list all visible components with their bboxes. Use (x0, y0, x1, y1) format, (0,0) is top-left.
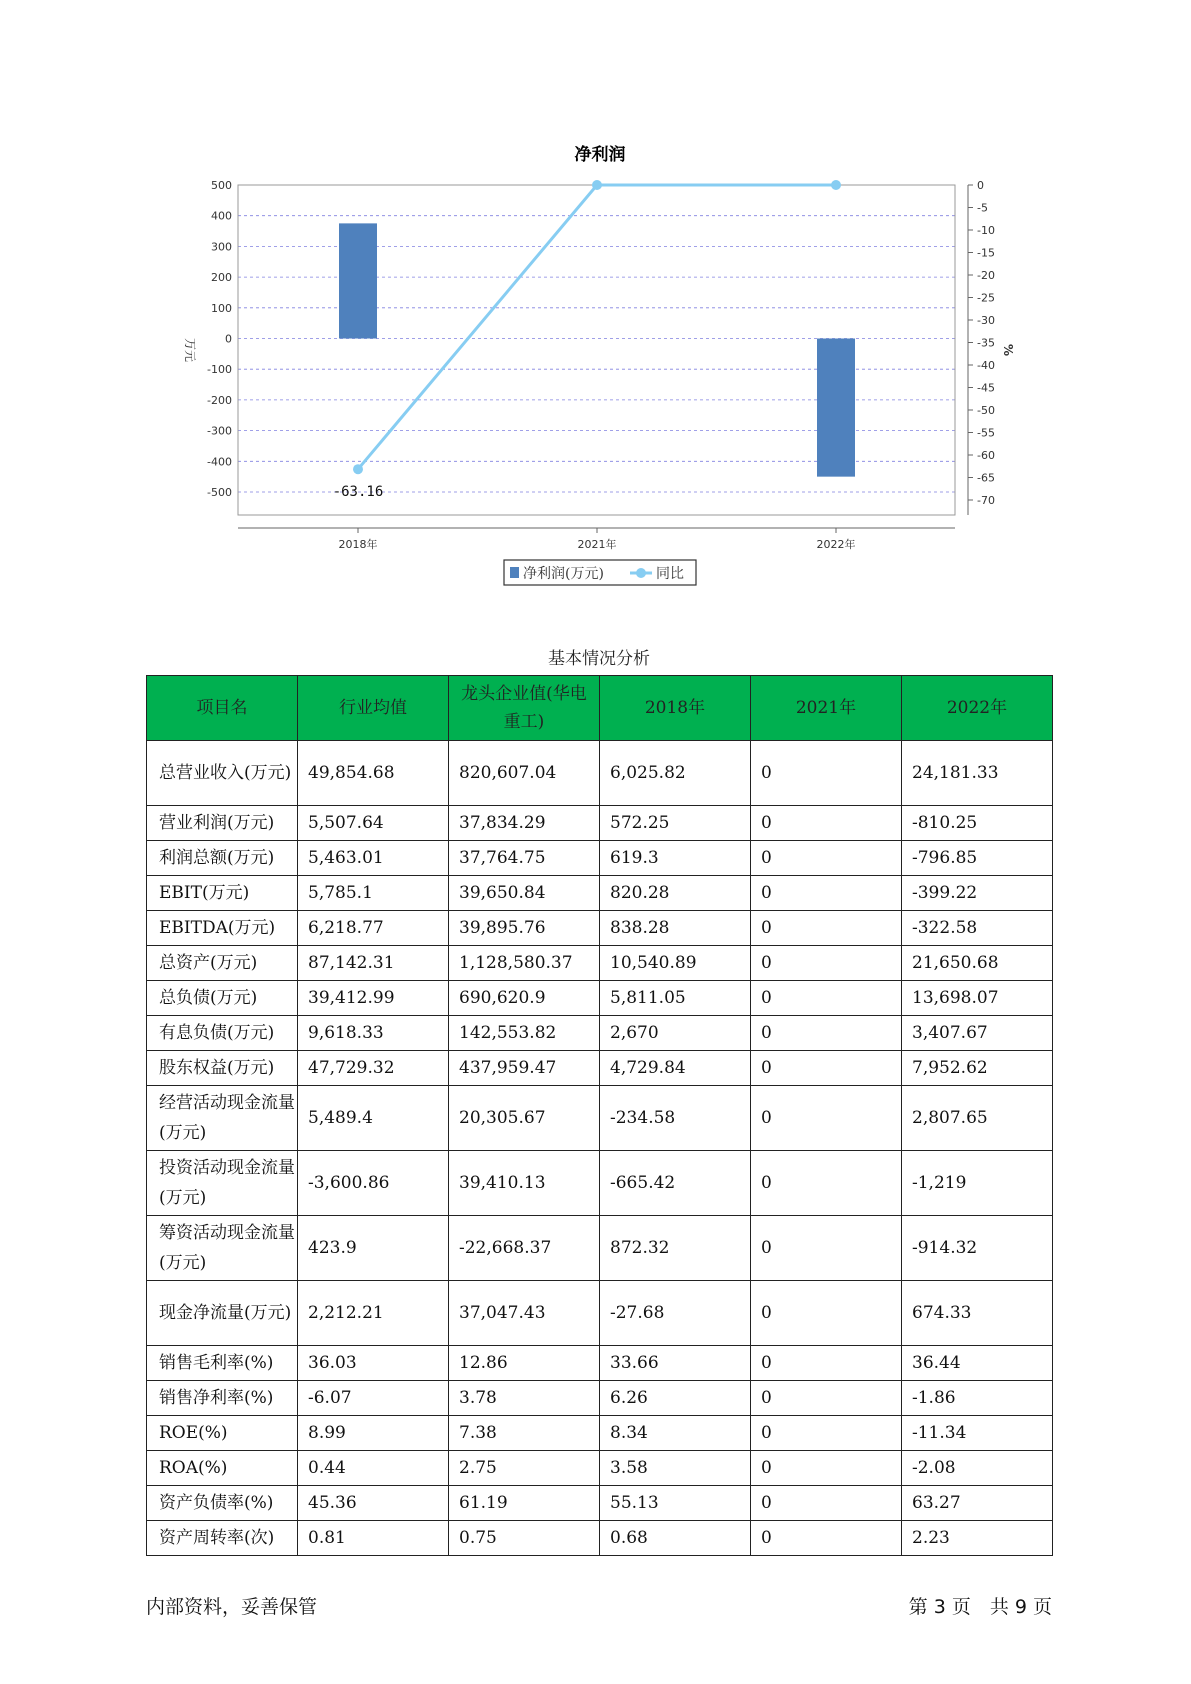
row-label-cell: 销售毛利率(%) (147, 1346, 298, 1381)
table-row (147, 1051, 1053, 1086)
table-cell: 437,959.47 (449, 1051, 600, 1086)
line-series (353, 180, 841, 474)
table-cell: 8.99 (298, 1416, 449, 1451)
table-row (147, 981, 1053, 1016)
yoy-line (358, 185, 836, 469)
table-cell: 24,181.33 (902, 741, 1053, 806)
table-cell: -6.07 (298, 1381, 449, 1416)
table-row (147, 1151, 1053, 1216)
table-cell: 0.68 (600, 1521, 751, 1556)
table-cell: 2.75 (449, 1451, 600, 1486)
row-label-cell: ROA(%) (147, 1451, 298, 1486)
y-tick-label: -400 (207, 455, 232, 469)
table-cell: -1,219 (902, 1151, 1053, 1216)
table-cell: 0 (751, 1486, 902, 1521)
row-label-cell: 资产周转率(次) (147, 1521, 298, 1556)
table-cell: -3,600.86 (298, 1151, 449, 1216)
row-label-cell: EBIT(万元) (147, 876, 298, 911)
header-cell: 2018年 (600, 676, 751, 741)
table-cell: 5,811.05 (600, 981, 751, 1016)
table-cell: -399.22 (902, 876, 1053, 911)
y2-tick-label: -20 (977, 269, 995, 282)
table-cell: 5,463.01 (298, 841, 449, 876)
table-cell: 0.75 (449, 1521, 600, 1556)
y-tick-label: 0 (225, 332, 232, 346)
legend (504, 560, 696, 585)
table-cell: 423.9 (298, 1216, 449, 1281)
table-cell: 6.26 (600, 1381, 751, 1416)
table-cell: 12.86 (449, 1346, 600, 1381)
table-row (147, 876, 1053, 911)
table-row (147, 1486, 1053, 1521)
row-label-cell: 总负债(万元) (147, 981, 298, 1016)
table-cell: 0 (751, 946, 902, 981)
table-cell: 61.19 (449, 1486, 600, 1521)
table-caption: 基本情况分析 (548, 649, 650, 669)
table-cell: 6,218.77 (298, 911, 449, 946)
y2-tick-label: -65 (977, 471, 995, 485)
table-cell: 10,540.89 (600, 946, 751, 981)
y-axis-ticks (207, 179, 232, 499)
table-cell: 13,698.07 (902, 981, 1053, 1016)
y2-tick-label: -10 (977, 224, 995, 237)
table-row (147, 1086, 1053, 1151)
table-cell: 0 (751, 806, 902, 841)
row-label-cell: ROE(%) (147, 1416, 298, 1451)
table-cell: 36.44 (902, 1346, 1053, 1381)
table-row (147, 1016, 1053, 1051)
y2-axis-label: % (1001, 343, 1015, 357)
table-cell: 5,507.64 (298, 806, 449, 841)
data-label: -63.16 (332, 484, 384, 501)
table-cell: 39,410.13 (449, 1151, 600, 1216)
table-cell: 820.28 (600, 876, 751, 911)
table-cell: 142,553.82 (449, 1016, 600, 1051)
y-tick-label: 400 (211, 209, 232, 223)
table-cell: 33.66 (600, 1346, 751, 1381)
y2-tick-label: -40 (977, 359, 995, 372)
table-cell: 0 (751, 1086, 902, 1151)
table-cell: -11.34 (902, 1416, 1053, 1451)
table-cell: 39,412.99 (298, 981, 449, 1016)
x-axis-ticks (339, 528, 856, 551)
table-cell: 39,895.76 (449, 911, 600, 946)
legend-bar-swatch (510, 567, 519, 578)
table-cell: 0.81 (298, 1521, 449, 1556)
table-cell: 820,607.04 (449, 741, 600, 806)
table-cell: 2,212.21 (298, 1281, 449, 1346)
table-row (147, 1216, 1053, 1281)
table-cell: -796.85 (902, 841, 1053, 876)
table-cell: 39,650.84 (449, 876, 600, 911)
y2-tick-label: -60 (977, 449, 995, 462)
y2-tick-label: -35 (977, 336, 995, 350)
table-cell: -234.58 (600, 1086, 751, 1151)
table-cell: 2.23 (902, 1521, 1053, 1556)
bar (817, 339, 855, 477)
line-point (592, 180, 602, 190)
y2-tick-label: -45 (977, 381, 995, 395)
table-row (147, 741, 1053, 806)
row-label-cell: 总资产(万元) (147, 946, 298, 981)
table-cell: 4,729.84 (600, 1051, 751, 1086)
row-label-cell: 利润总额(万元) (147, 841, 298, 876)
header-cell: 项目名 (147, 676, 298, 741)
table-cell: 0 (751, 1016, 902, 1051)
table-row (147, 1521, 1053, 1556)
table-cell: 3.58 (600, 1451, 751, 1486)
table-cell: 0 (751, 981, 902, 1016)
table-cell: 6,025.82 (600, 741, 751, 806)
row-label-cell: 投资活动现金流量(万元) (147, 1151, 298, 1216)
bar (339, 223, 377, 338)
y2-tick-label: -5 (977, 201, 988, 215)
table-cell: 2,670 (600, 1016, 751, 1051)
y-tick-label: -300 (207, 424, 232, 438)
table-row (147, 806, 1053, 841)
x-tick-label: 2018年 (338, 538, 378, 551)
header-cell: 2022年 (902, 676, 1053, 741)
row-label-cell: 营业利润(万元) (147, 806, 298, 841)
y2-tick-label: -25 (977, 291, 995, 305)
table-cell: 1,128,580.37 (449, 946, 600, 981)
table-cell: 0 (751, 1151, 902, 1216)
footer-page-number: 第 3 页 共 9 页 (908, 1596, 1052, 1618)
table-cell: 63.27 (902, 1486, 1053, 1521)
table-cell: 49,854.68 (298, 741, 449, 806)
table-cell: 5,785.1 (298, 876, 449, 911)
table-cell: 8.34 (600, 1416, 751, 1451)
basic-analysis-table (146, 675, 1053, 1556)
table-cell: 2,807.65 (902, 1086, 1053, 1151)
table-cell: -27.68 (600, 1281, 751, 1346)
table-cell: 838.28 (600, 911, 751, 946)
table-cell: 0 (751, 911, 902, 946)
table-row (147, 841, 1053, 876)
table-cell: 0 (751, 1416, 902, 1451)
y-tick-label: 500 (211, 179, 232, 192)
table-cell: 674.33 (902, 1281, 1053, 1346)
table-cell: 3.78 (449, 1381, 600, 1416)
data-labels (333, 484, 384, 500)
y-tick-label: 100 (211, 301, 232, 315)
table-cell: 37,764.75 (449, 841, 600, 876)
table-header (147, 676, 1053, 741)
legend-line-label: 同比 (656, 566, 684, 582)
table-cell: 7,952.62 (902, 1051, 1053, 1086)
table-row (147, 1416, 1053, 1451)
row-label-cell: 经营活动现金流量(万元) (147, 1086, 298, 1151)
row-label-cell: 股东权益(万元) (147, 1051, 298, 1086)
table-cell: 0 (751, 876, 902, 911)
table-cell: 21,650.68 (902, 946, 1053, 981)
line-point (831, 180, 841, 190)
table-cell: -2.08 (902, 1451, 1053, 1486)
y-tick-label: 300 (211, 240, 232, 254)
table-cell: 0 (751, 1381, 902, 1416)
table-cell: 572.25 (600, 806, 751, 841)
table-cell: 87,142.31 (298, 946, 449, 981)
y2-tick-label: -70 (977, 494, 995, 507)
table-row (147, 1346, 1053, 1381)
table-row (147, 911, 1053, 946)
header-cell: 龙头企业值(华电重工) (449, 676, 600, 741)
header-row (147, 676, 1053, 741)
table-cell: 0 (751, 841, 902, 876)
table-cell: 5,489.4 (298, 1086, 449, 1151)
table-cell: -665.42 (600, 1151, 751, 1216)
y2-axis-ticks (968, 179, 995, 507)
table-cell: 9,618.33 (298, 1016, 449, 1051)
y2-tick-label: -15 (977, 246, 995, 260)
y2-tick-label: -55 (977, 426, 995, 440)
line-point (353, 464, 363, 474)
table-cell: 690,620.9 (449, 981, 600, 1016)
y-tick-label: -500 (207, 486, 232, 499)
table-cell: 37,047.43 (449, 1281, 600, 1346)
chart-title: 净利润 (574, 145, 626, 165)
row-label-cell: 总营业收入(万元) (147, 741, 298, 806)
table-cell: 0 (751, 1051, 902, 1086)
y2-tick-label: -50 (977, 404, 995, 417)
header-cell: 行业均值 (298, 676, 449, 741)
table-cell: -22,668.37 (449, 1216, 600, 1281)
row-label-cell: 筹资活动现金流量(万元) (147, 1216, 298, 1281)
table-cell: 0 (751, 1521, 902, 1556)
table-cell: 47,729.32 (298, 1051, 449, 1086)
row-label-cell: 现金净流量(万元) (147, 1281, 298, 1346)
table-cell: 0 (751, 1281, 902, 1346)
legend-bar-label: 净利润(万元) (523, 566, 604, 582)
x-tick-label: 2021年 (577, 538, 617, 551)
row-label-cell: 资产负债率(%) (147, 1486, 298, 1521)
table-cell: 20,305.67 (449, 1086, 600, 1151)
y-axis-label: 万元 (183, 337, 197, 363)
table-cell: 0 (751, 741, 902, 806)
bar-series (339, 223, 855, 476)
table-cell: 0 (751, 1346, 902, 1381)
net-profit-chart (0, 0, 1191, 620)
y-tick-label: -100 (207, 363, 232, 377)
table-cell: 872.32 (600, 1216, 751, 1281)
x-tick-label: 2022年 (816, 538, 856, 551)
row-label-cell: 销售净利率(%) (147, 1381, 298, 1416)
table-cell: 55.13 (600, 1486, 751, 1521)
table-cell: 7.38 (449, 1416, 600, 1451)
y2-tick-label: -30 (977, 314, 995, 327)
row-label-cell: 有息负债(万元) (147, 1016, 298, 1051)
y-tick-label: 200 (211, 271, 232, 285)
table-row (147, 1451, 1053, 1486)
y2-tick-label: 0 (977, 179, 984, 192)
row-label-cell: EBITDA(万元) (147, 911, 298, 946)
table-cell: -914.32 (902, 1216, 1053, 1281)
table-cell: -810.25 (902, 806, 1053, 841)
table-cell: 0 (751, 1216, 902, 1281)
footer-confidential-note: 内部资料，妥善保管 (146, 1596, 318, 1618)
table-cell: -1.86 (902, 1381, 1053, 1416)
table-cell: -322.58 (902, 911, 1053, 946)
table-cell: 0.44 (298, 1451, 449, 1486)
table-cell: 36.03 (298, 1346, 449, 1381)
table-row (147, 1381, 1053, 1416)
table-body (147, 741, 1053, 1556)
table-cell: 619.3 (600, 841, 751, 876)
table-row (147, 1281, 1053, 1346)
table-cell: 3,407.67 (902, 1016, 1053, 1051)
y-tick-label: -200 (207, 393, 232, 407)
header-cell: 2021年 (751, 676, 902, 741)
legend-line-marker (636, 568, 646, 578)
table-cell: 37,834.29 (449, 806, 600, 841)
table-cell: 45.36 (298, 1486, 449, 1521)
table-cell: 0 (751, 1451, 902, 1486)
table-row (147, 946, 1053, 981)
